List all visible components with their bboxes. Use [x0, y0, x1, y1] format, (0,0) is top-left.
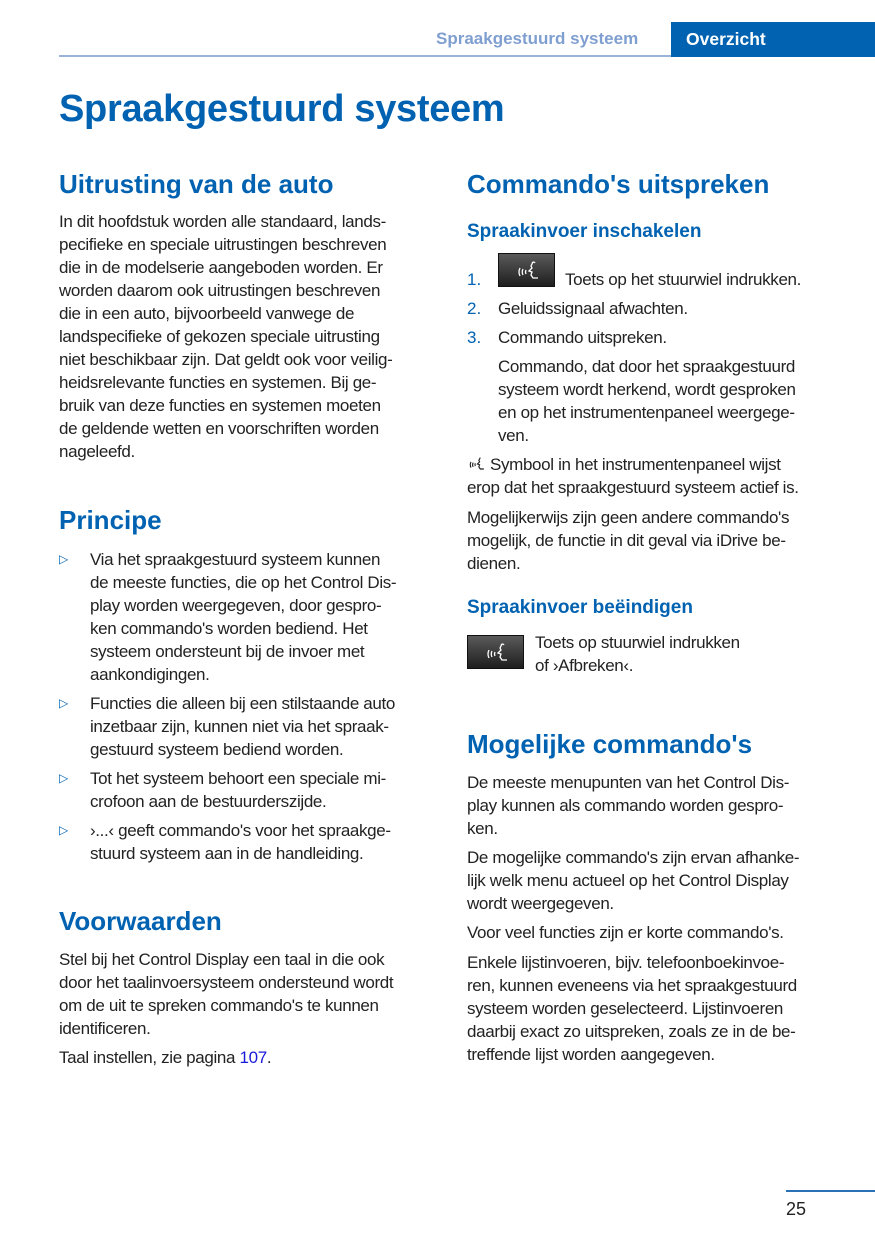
heading-principe: Principe	[59, 505, 162, 535]
manual-page: Spraakgestuurd systeem Overzicht Spraakgestuurd systeem Uitrusting van de auto In dit hoofdstuk worden alle standaard, lands- pecifieke en speciale uitrustingen beschreven die in de modelserie aangeboden worden. Er worden daarom ook uitrustingen beschreven die in een auto, bijvoorbeeld vanwege de landspecifieke of gekozen speciale uitrusting niet beschikbaar zijn. Dat geldt ook voor veilig- heidsrelevante functies en systemen. Bij ge- bruik van deze functies en systemen moeten de geldende wetten en voorschriften worden nageleefd. Principe ▷ Via het spraakgestuurd systeem kunnen de meeste functies, die op het Control Dis- play worden weergegeven, door gespro- ken commando's worden bediend. Het systeem ondersteunt bij de invoer met aankondigingen. ▷ Functies die alleen bij een stilstaande auto inzetbaar zijn, kunnen niet via het spraak- gestuurd systeem bediend worden. ▷ Tot het systeem behoort een speciale mi- crofoon aan de bestuurderszijde. ▷ ›...‹ geeft commando's voor het spraakge- stuurd systeem aan in de handleiding. Voorwaarden Stel bij het Control Display een taal in die ook door het taalinvoersysteem ondersteund wordt om de uit te spreken commando's te kunnen identificeren. Taal instellen, zie pagina 107. Commando's uitspreken Spraakinvoer inschakelen 1. Toets op het stuurwiel indrukken. 2. Geluidssignaal afwachten. 3. Commando uitspreken. Commando, dat door het spraakgestuurd systeem wordt herkend, wordt gesproken en op het instrumentenpaneel weergege- ven. Symbool in het instrumentenpaneel wijst erop dat het spraakgestuurd systeem actief is. Mogelijkerwijs zijn geen andere commando's mogelijk, de functie in dit geval via iDrive be- dienen. Spraakinvoer beëindigen Toets op stuurwiel indrukken of ›Afbreken‹. Mogelijke commando's De meeste menupunten van het Control Dis- play kunnen als commando worden gespro- ken. De mogelijke commando's zijn ervan afhanke- lijk welk menu actueel op het Control Display wordt weergegeven. Voor veel functies zijn er korte commando's. Enkele lijstinvoeren, bijv. telefoonboekinvoe- ren, kunnen eveneens via het spraakgestuurd systeem worden geselecteerd. Lijstinvoeren daarbij exact zo uitspreken, zoals ze in de be- treffende lijst worden aangegeven. 25	[0, 0, 875, 1241]
beeindigen-text: Toets op stuurwiel indrukken of ›Afbreken‹.	[535, 633, 740, 675]
paragraph: Voor veel functies zijn er korte commando's.	[467, 923, 784, 942]
voice-command-icon	[482, 641, 510, 665]
header-section: Spraakgestuurd systeem	[436, 29, 639, 48]
voice-command-icon	[513, 259, 541, 283]
triangle-right-icon: ▷	[59, 552, 69, 566]
header-rule	[59, 55, 671, 57]
heading-uitrusting: Uitrusting van de auto	[59, 169, 334, 199]
page-number: 25	[786, 1199, 807, 1219]
symbol-paragraph: Symbool in het instrumentenpaneel wijst erop dat het spraakgestuurd systeem actief is.	[467, 455, 799, 497]
header-tab: Overzicht	[671, 22, 875, 57]
heading-uitspreken: Commando's uitspreken	[467, 169, 770, 199]
heading-voorwaarden: Voorwaarden	[59, 906, 222, 936]
note-paragraph: Mogelijkerwijs zijn geen andere commando's mogelijk, de functie in dit geval via iDrive be- dienen.	[467, 508, 790, 573]
step-3-detail: Commando, dat door het spraakgestuurd systeem wordt herkend, wordt gesproken en op het instrumentenpaneel weergege- ven.	[498, 357, 796, 445]
subheading-inschakelen: Spraakinvoer inschakelen	[467, 221, 702, 242]
paragraph: De meeste menupunten van het Control Dis- play kunnen als commando worden gespro- ken.	[467, 773, 790, 838]
heading-mogelijke: Mogelijke commando's	[467, 729, 753, 759]
triangle-right-icon: ▷	[59, 771, 69, 785]
paragraph-voorwaarden: Stel bij het Control Display een taal in die ook door het taalinvoersysteem ondersteund wordt om de uit te spreken commando's te kunnen identificeren.	[59, 950, 394, 1038]
page-link[interactable]: 107	[239, 1048, 267, 1067]
paragraph: De mogelijke commando's zijn ervan afhanke- lijk welk menu actueel op het Control Display wordt weergegeven.	[467, 848, 800, 913]
paragraph-uitrusting: In dit hoofdstuk worden alle standaard, lands- pecifieke en speciale uitrustingen beschreven die in de modelserie aangeboden worden. Er worden daarom ook uitrustingen beschreven die in een auto, bijvoorbeeld vanwege de landspecifieke of gekozen speciale uitrusting niet beschikbaar zijn. Dat geldt ook voor veilig- heidsrelevante functies en systemen. Bij ge- bruik van deze functies en systemen moeten de geldende wetten en voorschriften worden nageleefd.	[59, 212, 393, 461]
voice-button	[498, 253, 555, 287]
voice-button	[467, 635, 524, 669]
page-title: Spraakgestuurd systeem	[59, 88, 505, 130]
paragraph-taal: Taal instellen, zie pagina 107.	[59, 1048, 272, 1067]
triangle-right-icon: ▷	[59, 823, 69, 837]
footer-rule	[786, 1190, 875, 1192]
subheading-beeindigen: Spraakinvoer beëindigen	[467, 597, 693, 618]
triangle-right-icon: ▷	[59, 696, 69, 710]
paragraph: Enkele lijstinvoeren, bijv. telefoonboekinvoe- ren, kunnen eveneens via het spraakgestuurd systeem worden geselecteerd. Lijstinvoeren daarbij exact zo uitspreken, zoals ze in de be- treffende lijst worden aangegeven.	[467, 953, 797, 1064]
